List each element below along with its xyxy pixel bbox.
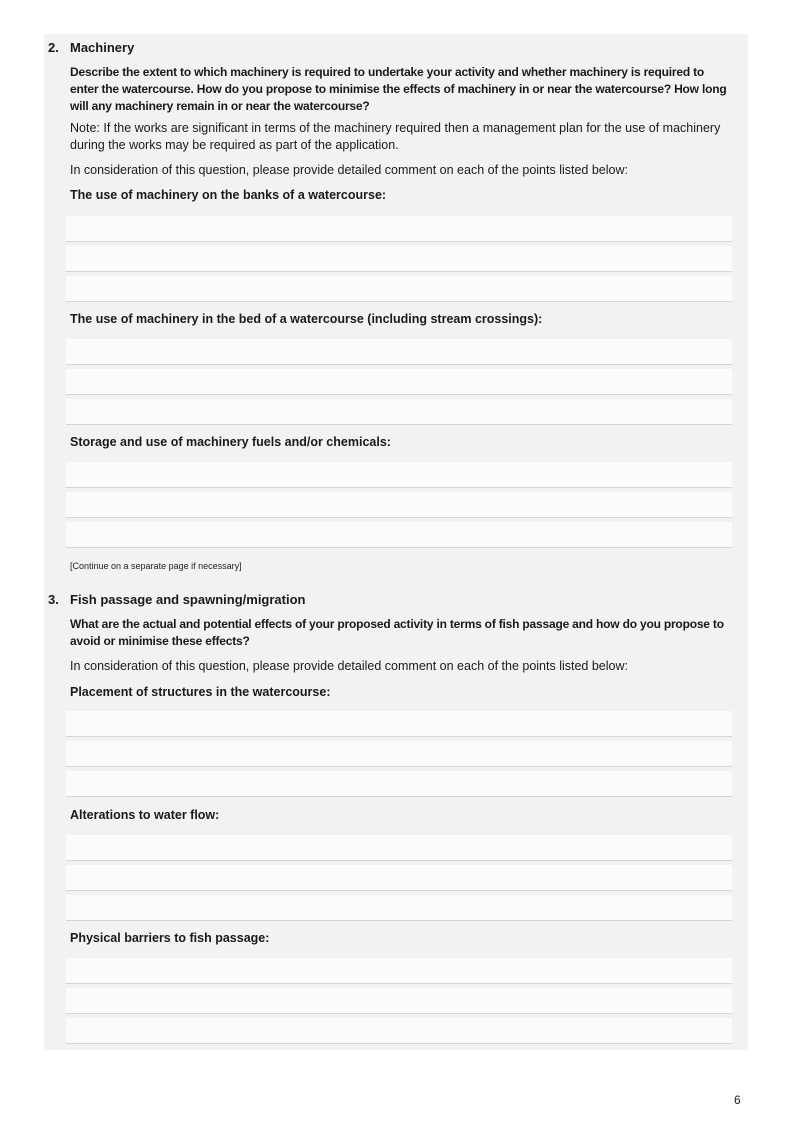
answer-area-banks — [66, 216, 732, 306]
section-question: Describe the extent to which machinery is required to undertake your activity and whether machinery is required to enter the watercourse. How do you propose to minimise the effects of machinery in or near the watercourse? How long will any machinery remain in or near the watercourse? — [70, 65, 727, 113]
answer-line[interactable] — [66, 522, 732, 548]
section-number: 3. — [48, 592, 59, 607]
answer-line[interactable] — [66, 835, 732, 861]
answer-input[interactable] — [66, 522, 732, 547]
answer-input[interactable] — [66, 958, 732, 983]
point-label: Physical barriers to fish passage: — [70, 931, 270, 945]
section-question: What are the actual and potential effects of your proposed activity in terms of fish passage and how do you propose to avoid or minimise these effects? — [70, 617, 724, 648]
answer-input[interactable] — [66, 865, 732, 890]
answer-area-structures — [66, 711, 732, 801]
answer-input[interactable] — [66, 462, 732, 487]
answer-line[interactable] — [66, 462, 732, 488]
answer-input[interactable] — [66, 399, 732, 424]
answer-area-bed — [66, 339, 732, 429]
answer-line[interactable] — [66, 711, 732, 737]
answer-line[interactable] — [66, 865, 732, 891]
point-label: The use of machinery on the banks of a watercourse: — [70, 188, 387, 202]
point-label: Storage and use of machinery fuels and/or chemicals: — [70, 435, 391, 449]
section-title: Machinery — [70, 40, 135, 55]
section-number: 2. — [48, 40, 59, 55]
consideration-text: In consideration of this question, please provide detailed comment on each of the points listed below: — [70, 659, 628, 673]
answer-input[interactable] — [66, 835, 732, 860]
answer-input[interactable] — [66, 895, 732, 920]
answer-line[interactable] — [66, 369, 732, 395]
answer-line[interactable] — [66, 246, 732, 272]
answer-input[interactable] — [66, 771, 732, 796]
answer-line[interactable] — [66, 741, 732, 767]
answer-line[interactable] — [66, 1018, 732, 1044]
answer-line[interactable] — [66, 895, 732, 921]
answer-input[interactable] — [66, 492, 732, 517]
continue-note: [Continue on a separate page if necessary] — [70, 561, 242, 571]
answer-input[interactable] — [66, 339, 732, 364]
section-note: Note: If the works are significant in terms of the machinery required then a management plan for the use of machinery during the works may be required as part of the application. — [70, 121, 721, 152]
answer-input[interactable] — [66, 988, 732, 1013]
section-title: Fish passage and spawning/migration — [70, 592, 306, 607]
answer-input[interactable] — [66, 711, 732, 736]
answer-input[interactable] — [66, 369, 732, 394]
answer-line[interactable] — [66, 276, 732, 302]
point-label: Alterations to water flow: — [70, 808, 220, 822]
answer-input[interactable] — [66, 246, 732, 271]
form-panel — [44, 34, 748, 1050]
page-number: 6 — [734, 1093, 741, 1107]
answer-input[interactable] — [66, 276, 732, 301]
point-label: The use of machinery in the bed of a watercourse (including stream crossings): — [70, 312, 543, 326]
answer-area-barriers — [66, 958, 732, 1048]
point-label: Placement of structures in the watercourse: — [70, 685, 331, 699]
answer-line[interactable] — [66, 399, 732, 425]
answer-area-fuels — [66, 462, 732, 552]
answer-line[interactable] — [66, 958, 732, 984]
consideration-text: In consideration of this question, please provide detailed comment on each of the points listed below: — [70, 163, 628, 177]
answer-input[interactable] — [66, 1018, 732, 1043]
answer-line[interactable] — [66, 492, 732, 518]
answer-line[interactable] — [66, 216, 732, 242]
answer-input[interactable] — [66, 216, 732, 241]
answer-area-water-flow — [66, 835, 732, 925]
answer-line[interactable] — [66, 339, 732, 365]
answer-line[interactable] — [66, 771, 732, 797]
answer-line[interactable] — [66, 988, 732, 1014]
answer-input[interactable] — [66, 741, 732, 766]
